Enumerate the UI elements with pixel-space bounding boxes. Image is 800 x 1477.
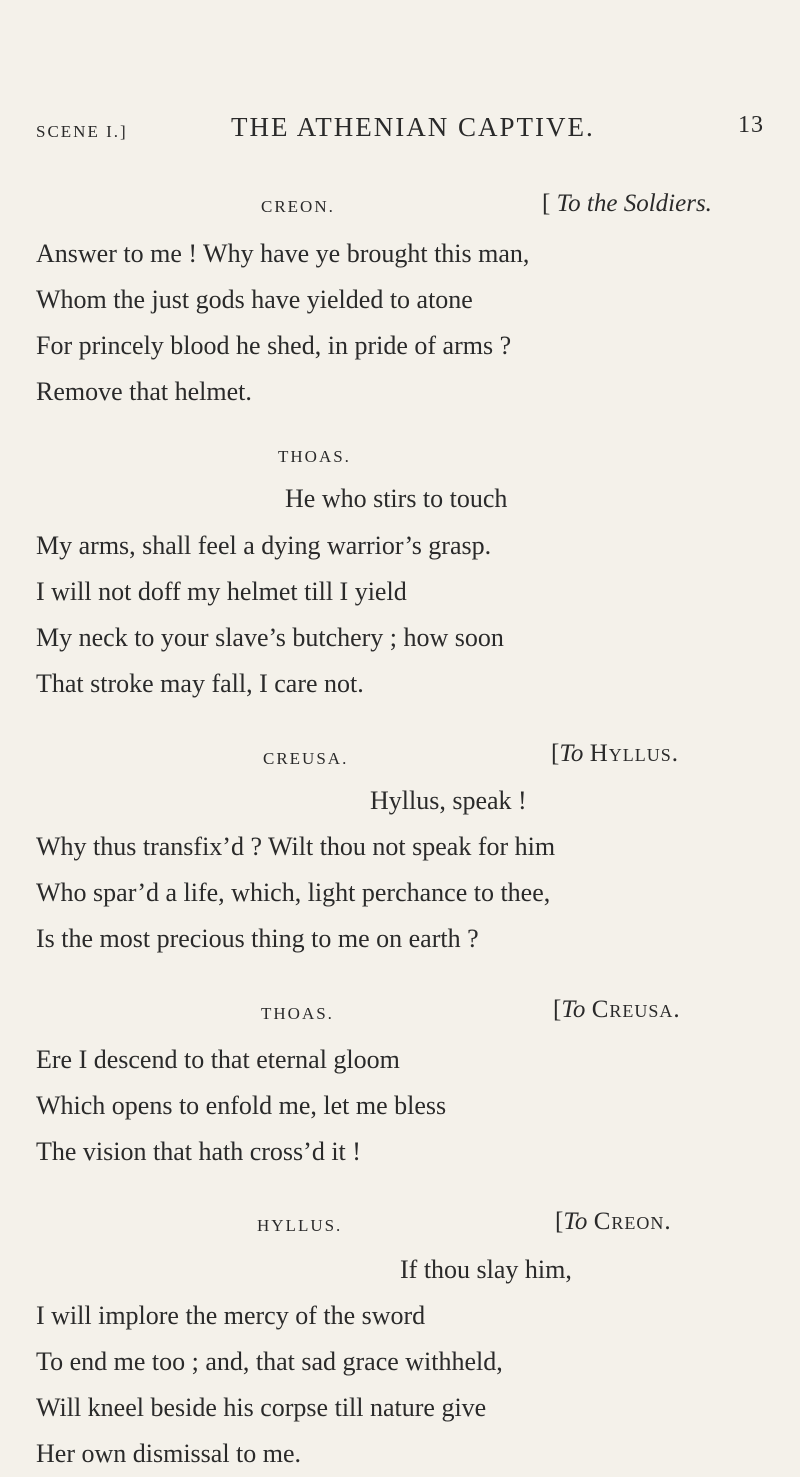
- verse-line: Which opens to enfold me, let me bless: [36, 1091, 447, 1120]
- stage-direction-text: To the Soldiers.: [556, 190, 712, 217]
- verse-line: Hyllus, speak !: [370, 786, 527, 815]
- stage-direction-name: Hyllus.: [589, 740, 679, 767]
- stage-direction-name: Creusa.: [591, 996, 681, 1023]
- stage-direction-name: Creon.: [593, 1208, 672, 1235]
- running-head-title: THE ATHENIAN CAPTIVE.: [231, 112, 595, 142]
- verse-line: Why thus transfix’d ? Wilt thou not speak for him: [36, 832, 556, 861]
- page-number: 13: [738, 112, 764, 138]
- verse-line: Her own dismissal to me.: [36, 1439, 302, 1468]
- verse-line: Who spar’d a life, which, light perchance to thee,: [36, 878, 551, 907]
- verse-line: Answer to me ! Why have ye brought this man,: [36, 239, 530, 268]
- speaker-name: CREUSA.: [263, 749, 349, 768]
- running-head-scene: SCENE I.]: [36, 122, 128, 141]
- verse-line: Remove that helmet.: [36, 377, 252, 406]
- verse-line: Is the most precious thing to me on earth ?: [36, 924, 479, 953]
- stage-direction: [542, 190, 712, 218]
- stage-direction-bracket: [: [551, 740, 560, 767]
- stage-direction: [555, 1208, 672, 1236]
- verse-line: To end me too ; and, that sad grace withheld,: [36, 1347, 503, 1376]
- stage-direction: [553, 996, 681, 1024]
- stage-direction-to: To: [559, 740, 584, 767]
- stage-direction: [551, 740, 679, 768]
- speaker-name: THOAS.: [278, 447, 351, 466]
- verse-line: For princely blood he shed, in pride of arms ?: [36, 331, 512, 360]
- verse-line: My arms, shall feel a dying warrior’s grasp.: [36, 531, 492, 560]
- verse-line: If thou slay him,: [400, 1255, 572, 1284]
- verse-line: I will not doff my helmet till I yield: [36, 577, 407, 606]
- speaker-name: HYLLUS.: [257, 1216, 343, 1235]
- verse-line: That stroke may fall, I care not.: [36, 669, 364, 698]
- stage-direction-bracket: [: [542, 190, 551, 217]
- verse-line: Will kneel beside his corpse till nature give: [36, 1393, 487, 1422]
- verse-line: Ere I descend to that eternal gloom: [36, 1045, 400, 1074]
- verse-line: The vision that hath cross’d it !: [36, 1137, 361, 1166]
- stage-direction-bracket: [: [555, 1208, 564, 1235]
- stage-direction-bracket: [: [553, 996, 562, 1023]
- verse-line: I will implore the mercy of the sword: [36, 1301, 426, 1330]
- stage-direction-to: To: [563, 1208, 588, 1235]
- verse-line: Whom the just gods have yielded to atone: [36, 285, 473, 314]
- verse-line: He who stirs to touch: [285, 484, 508, 513]
- speaker-name: THOAS.: [261, 1004, 334, 1023]
- verse-line: My neck to your slave’s butchery ; how soon: [36, 623, 504, 652]
- speaker-name: CREON.: [261, 197, 335, 216]
- stage-direction-to: To: [561, 996, 586, 1023]
